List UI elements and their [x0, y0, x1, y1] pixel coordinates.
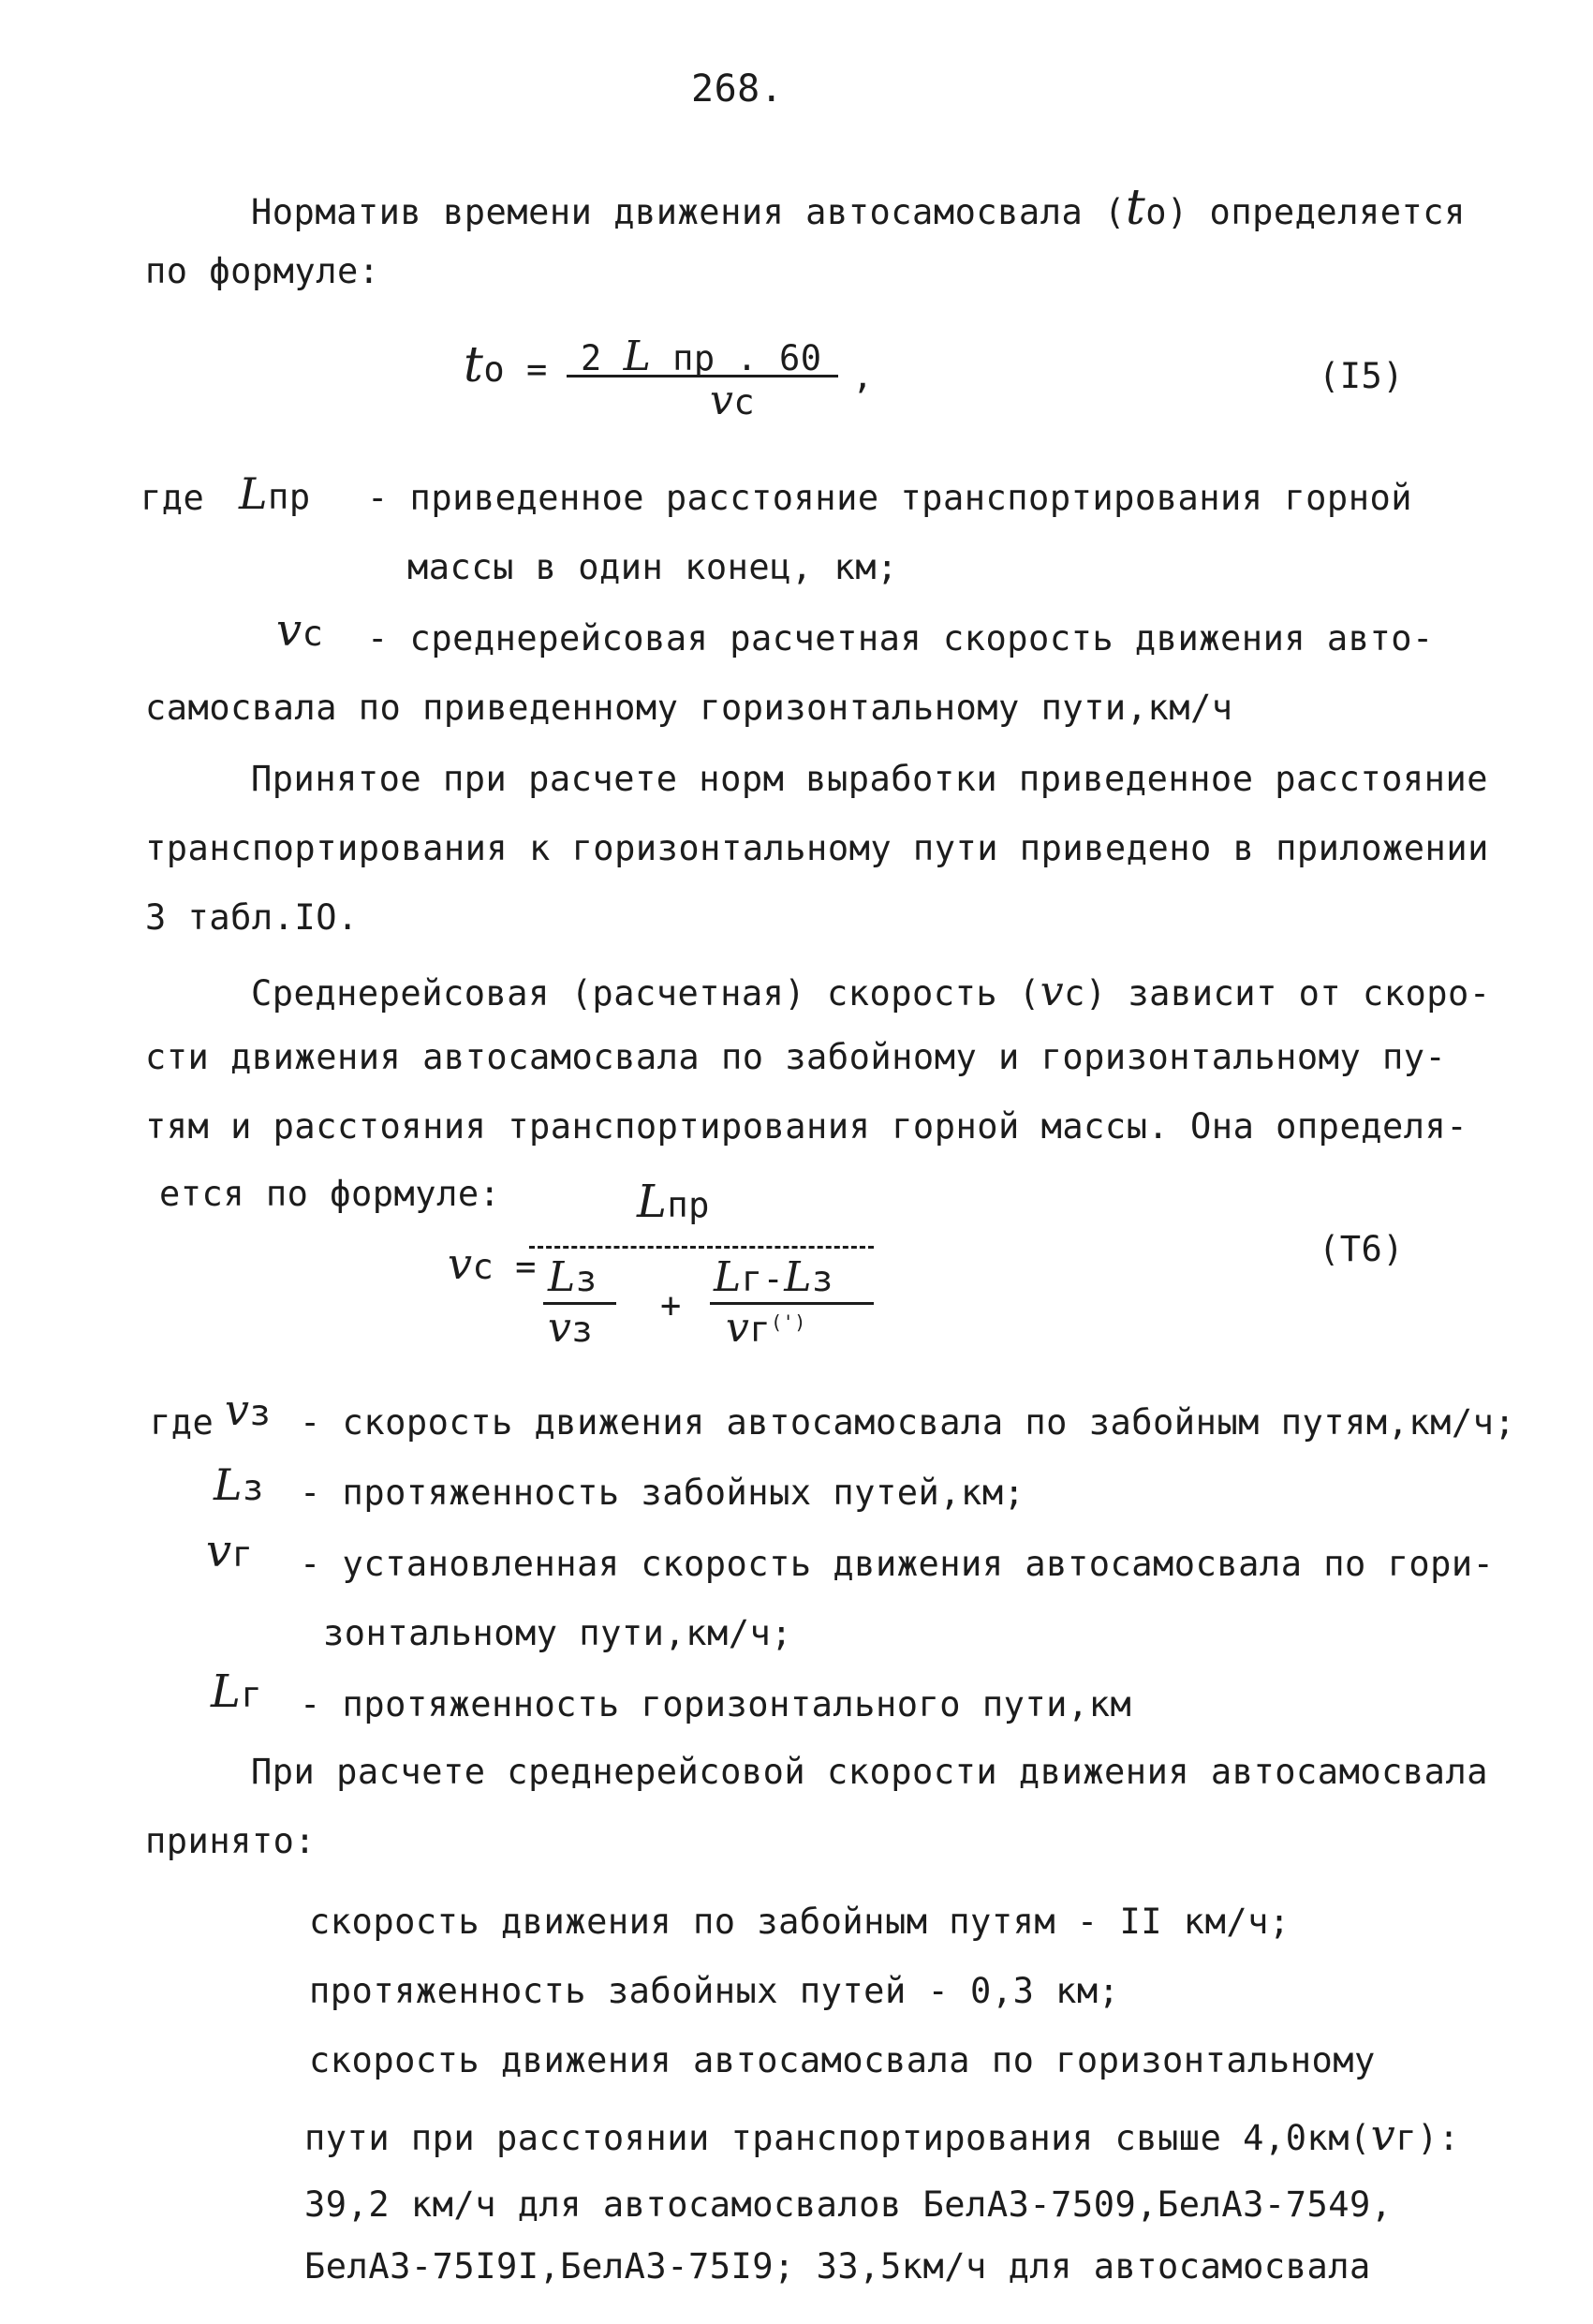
para2-line-2: сти движения автосамосвала по забойному и горизонтальному пу- — [145, 1037, 1447, 1077]
para1-line-1: Принятое при расчете норм выработки приведенное расстояние — [251, 759, 1489, 799]
para2-line-3: тям и расстояния транспортирования горной массы. Она определя- — [145, 1106, 1468, 1147]
defs2-l3-symbol: L — [214, 1459, 243, 1510]
para1-line-3: 3 табл.IO. — [145, 897, 359, 938]
formula-16-t2-v-symbol: v — [726, 1304, 750, 1352]
defs2-l3-sub: з — [243, 1468, 264, 1508]
t-subscript: o — [1145, 192, 1167, 232]
defs2-item-2-sym — [214, 1459, 264, 1510]
formula-16-main-bar — [529, 1246, 874, 1249]
formula-15-numerator — [581, 333, 822, 380]
para2-line-1 — [251, 968, 1491, 1015]
formula-16-t2-num-b: з — [812, 1259, 833, 1299]
defs1-l-symbol-wrap — [239, 468, 311, 519]
page-number: 268. — [691, 67, 784, 111]
list-item-3-text-a: пути при расстоянии транспортирования свыше 4,0км( — [304, 2118, 1371, 2158]
defs1-line-1 — [140, 478, 204, 518]
formula-16-term2-num — [714, 1253, 833, 1301]
defs2-lg-symbol: L — [211, 1665, 242, 1718]
defs2-item-2-text: - протяженность забойных путей,км; — [300, 1473, 1025, 1513]
formula-15-lhs — [464, 337, 548, 393]
intro-text-a: Норматив времени движения автосамосвала ( — [251, 192, 1126, 232]
formula-15-v-sub: c — [733, 382, 756, 422]
formula-15-number: (I5) — [1319, 356, 1405, 396]
list-item-3-text-b: ): — [1417, 2118, 1460, 2158]
list-vg-symbol: v — [1370, 2109, 1396, 2160]
formula-15-v-symbol: v — [710, 377, 734, 424]
defs2-item-1-sym — [225, 1384, 271, 1435]
formula-16-t1-l-symbol: L — [548, 1253, 576, 1301]
formula-15-t-sub: o — [483, 349, 506, 390]
formula-16-t2-l-symbol: L — [714, 1253, 742, 1301]
defs2-item-5-text: - протяженность горизонтального пути,км — [300, 1684, 1132, 1724]
defs2-item-3-cont: зонтальному пути,км/ч; — [323, 1613, 793, 1653]
defs2-v3-sub: з — [249, 1393, 272, 1433]
formula-16-equals: = — [515, 1247, 537, 1287]
defs1-v-text-1: - среднерейсовая расчетная скорость движения авто- — [367, 618, 1434, 659]
para2-line-4: ется по формуле: — [159, 1174, 501, 1214]
para2-v-sub: c — [1064, 973, 1085, 1014]
formula-16-plus: + — [660, 1285, 682, 1325]
formula-16-num-l-symbol: L — [637, 1176, 668, 1228]
para2-text-a: Среднерейсовая (расчетная) скорость ( — [251, 973, 1040, 1014]
defs1-v-sub: c — [302, 614, 324, 654]
formula-16-t2-v-sub: г — [749, 1310, 772, 1350]
formula-16-numerator — [637, 1176, 710, 1228]
defs2-vg-sub: г — [231, 1534, 254, 1575]
defs1-l-text-1: - приведенное расстояние транспортирования горной — [367, 478, 1413, 518]
formula-16-t1-v-sub: з — [571, 1310, 594, 1350]
defs1-v-symbol: v — [276, 604, 302, 657]
formula-15-num-b: пр . 60 — [672, 338, 822, 378]
formula-16-t2-l2-symbol: L — [784, 1253, 812, 1301]
para1-line-2: транспортирования к горизонтальному пути приведено в приложении — [145, 828, 1489, 868]
formula-15-t-symbol: t — [464, 337, 484, 393]
defs2-item-1-text: - скорость движения автосамосвала по забойным путям,км/ч; — [300, 1402, 1516, 1443]
defs2-where: где — [150, 1402, 214, 1443]
defs2-v3-symbol: v — [225, 1384, 250, 1435]
list-item-2: протяженность забойных путей - 0,3 км; — [309, 1971, 1120, 2011]
defs2-vg-symbol: v — [206, 1525, 232, 1577]
formula-15-denominator — [710, 377, 755, 424]
formula-16-lhs — [448, 1238, 537, 1289]
defs1-l-sub: пр — [268, 477, 311, 517]
para2-text-b: ) зависит от скоро- — [1084, 973, 1491, 1014]
formula-15-fraction-bar — [567, 375, 838, 377]
formula-15-comma: , — [852, 356, 874, 396]
formula-16-term1-den — [548, 1304, 593, 1352]
defs2-item-3-sym — [206, 1525, 253, 1577]
t-symbol: t — [1125, 180, 1146, 236]
intro-line-1 — [251, 180, 1466, 236]
defs1-where: где — [140, 478, 205, 518]
list-item-3-line-1: скорость движения автосамосвала по горизонтальному — [309, 2040, 1376, 2080]
formula-16-term1-num — [548, 1253, 597, 1301]
para2-v-symbol: v — [1040, 968, 1065, 1015]
defs2-lg-sub: г — [241, 1675, 263, 1715]
formula-16-v-symbol: v — [448, 1238, 473, 1289]
defs1-l-symbol: L — [239, 468, 269, 519]
list-item-1: скорость движения по забойным путям - II км/ч; — [309, 1902, 1291, 1942]
intro-text-b: ) определяется — [1167, 192, 1466, 232]
formula-15-equals: = — [525, 349, 548, 390]
formula-16-t1-l-sub: з — [575, 1259, 597, 1299]
defs1-l-text-2: массы в один конец, км; — [407, 547, 898, 587]
list-item-3-line-2 — [304, 2109, 1460, 2160]
defs1-v-symbol-wrap — [276, 604, 323, 657]
formula-15-num-a: 2 — [581, 338, 602, 378]
defs1-v-text-2: самосвала по приведенному горизонтальному пути,км/ч — [145, 688, 1233, 728]
formula-16-number: (T6) — [1319, 1229, 1405, 1269]
formula-16-num-sub: пр — [667, 1185, 710, 1225]
formula-16-t2-num-a: г- — [741, 1259, 785, 1299]
formula-16-v-sub: c — [472, 1247, 494, 1287]
formula-16-t2-v-sup: (') — [771, 1310, 806, 1334]
para3-line-1: При расчете среднерейсовой скорости движения автосамосвала — [251, 1752, 1489, 1792]
list-item-4-line-2: БелАЗ-75I9I,БелАЗ-75I9; 33,5км/ч для автосамосвала — [304, 2246, 1371, 2287]
formula-15-l-symbol: L — [623, 333, 652, 380]
list-item-4-line-1: 39,2 км/ч для автосамосвалов БелАЗ-7509,БелАЗ-7549, — [304, 2184, 1393, 2225]
defs2-item-3-text: - установленная скорость движения автосамосвала по гори- — [300, 1544, 1495, 1584]
formula-16-term2-den — [726, 1304, 806, 1352]
formula-16-t1-v-symbol: v — [548, 1304, 572, 1352]
list-vg-sub: г — [1395, 2118, 1418, 2158]
intro-line-2: по формуле: — [145, 251, 380, 291]
para3-line-2: принято: — [145, 1821, 317, 1861]
defs2-item-5-sym — [211, 1665, 262, 1718]
